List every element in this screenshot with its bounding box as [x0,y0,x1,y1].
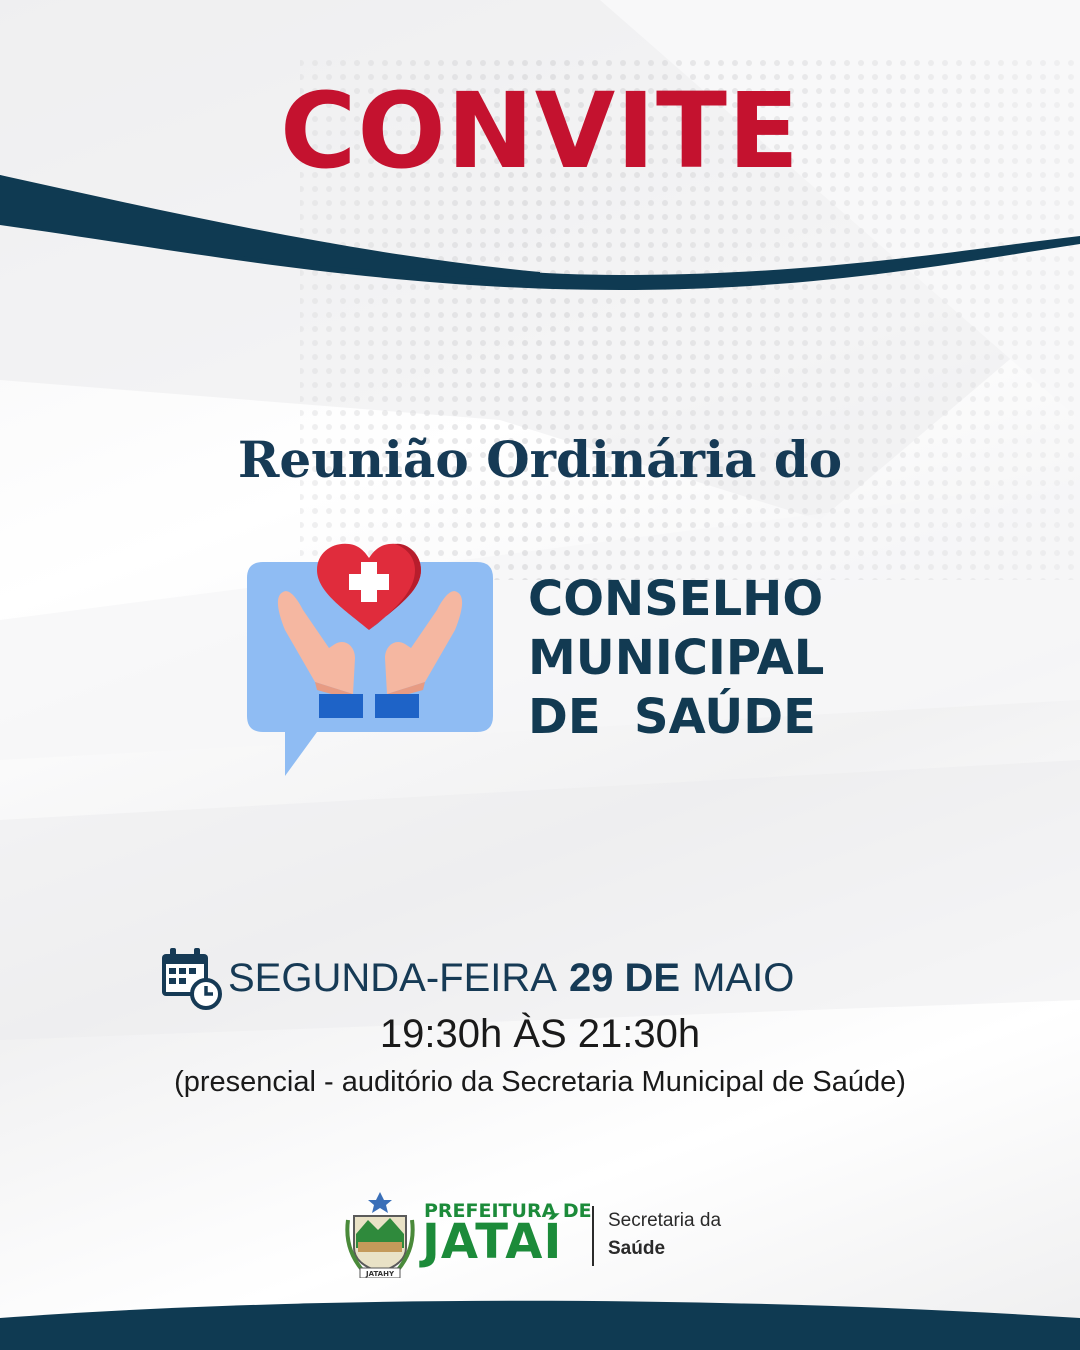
secretaria-name: Saúde [608,1238,666,1259]
council-name-line3: DE SAÚDE [528,689,816,745]
council-name-line2: MUNICIPAL [528,630,825,686]
footer-logo [340,1190,760,1280]
secretaria-label: Secretaria da [608,1210,722,1231]
jatai-crest-logo [344,1190,416,1278]
event-weekday: SEGUNDA-FEIRA [228,955,557,1000]
footer-divider [592,1206,594,1266]
svg-text:JATAHY: JATAHY [365,1270,395,1278]
prefeitura-label: PREFEITURA DE [424,1200,592,1222]
event-time: 19:30h ÀS 21:30h [379,1012,701,1056]
page-title: CONVITE [280,70,800,192]
event-day: 29 DE [568,955,681,1000]
council-name-line1: CONSELHO [528,571,824,627]
calendar-clock-icon [160,946,222,1010]
hands-heart-icon [245,540,495,780]
meeting-subtitle: Reunião Ordinária do [237,430,843,489]
council-name [528,570,824,747]
event-month: MAIO [692,955,795,1000]
event-date [160,946,794,1010]
event-location: (presencial - auditório da Secretaria Municipal de Saúde) [174,1066,906,1098]
bottom-wave [0,1301,1080,1350]
city-name: JATAÍ [422,1214,563,1270]
